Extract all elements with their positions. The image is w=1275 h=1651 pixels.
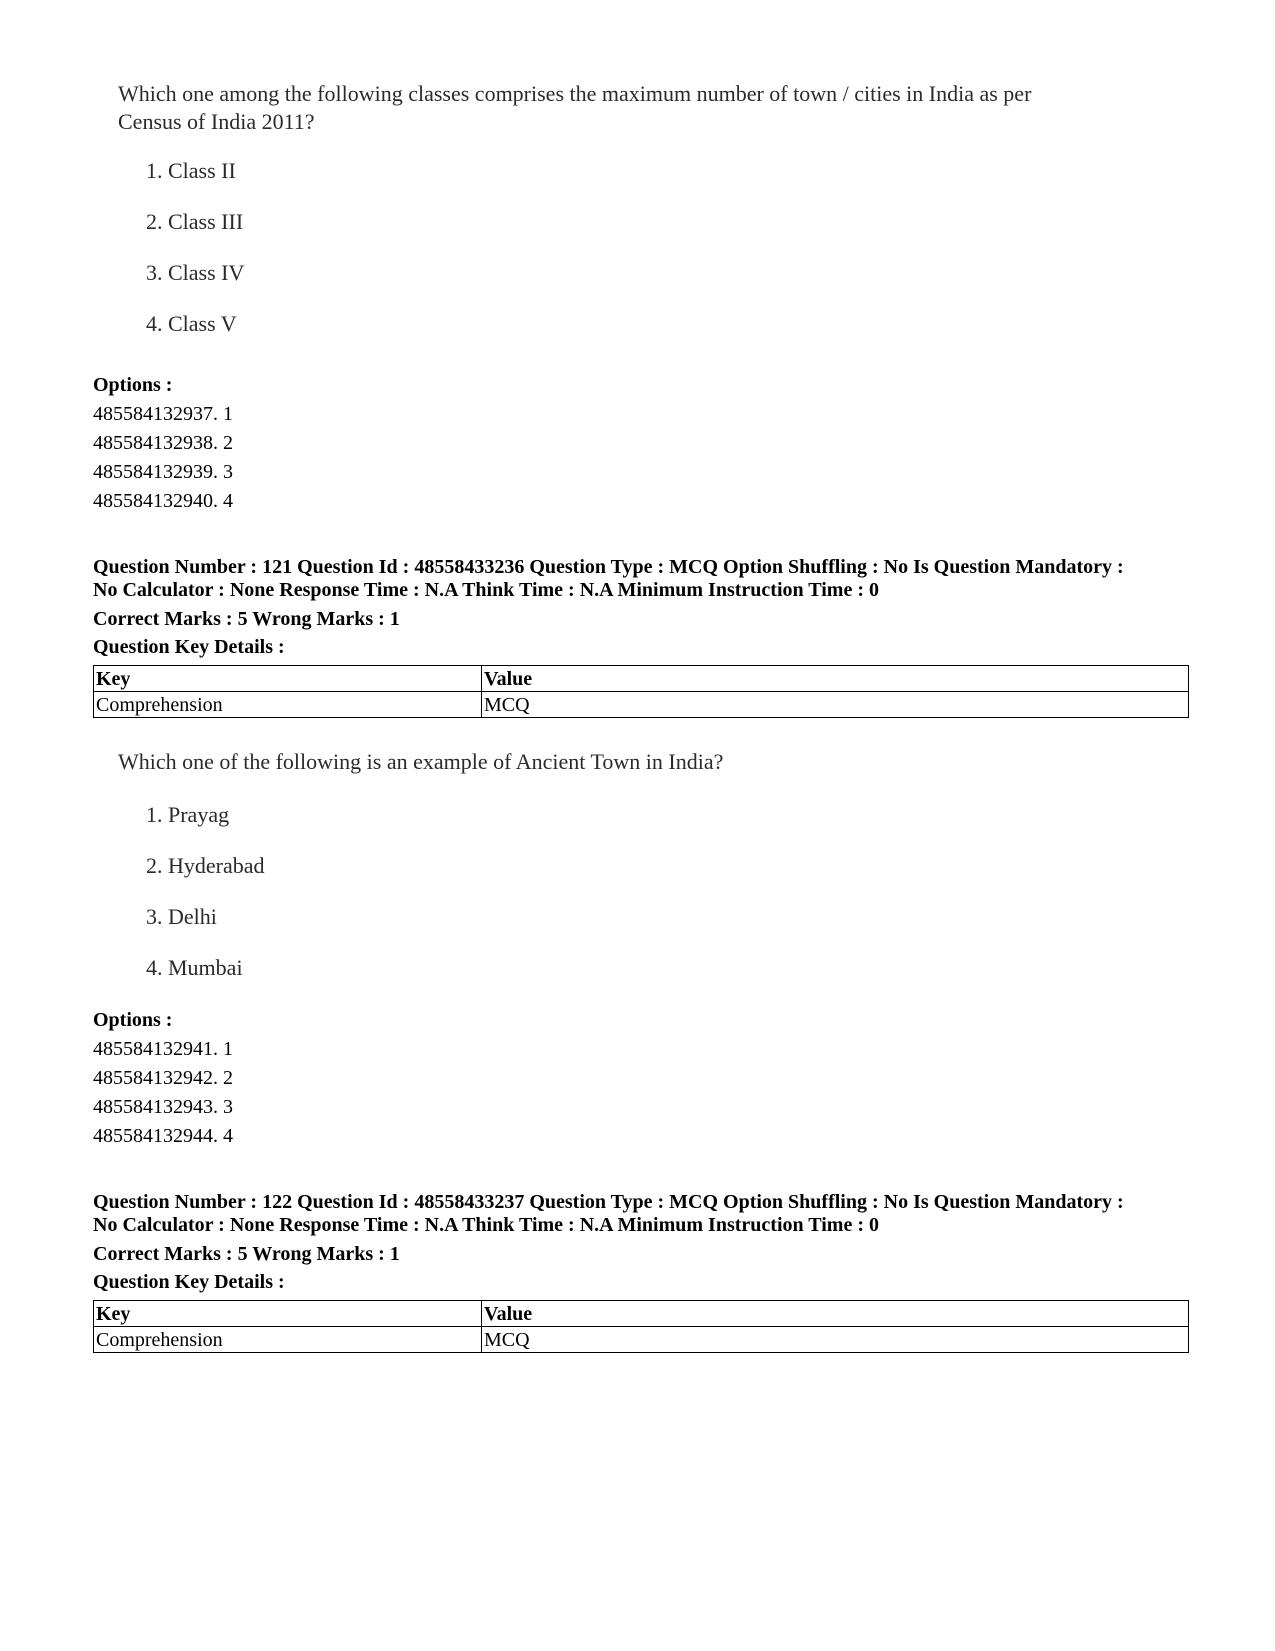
table-cell-value: MCQ xyxy=(482,692,1189,718)
option-item: 485584132938. 2 xyxy=(93,432,233,454)
options-label: Options : xyxy=(93,1009,173,1031)
question-text: Which one of the following is an example of Ancient Town in India? xyxy=(118,749,724,774)
table-header-row xyxy=(94,1301,1189,1327)
table-header-value: Value xyxy=(482,666,1189,692)
table-row xyxy=(94,692,1189,718)
question-text xyxy=(118,80,1118,136)
choice-2: 2. Class III xyxy=(146,209,244,234)
meta-line-2: No Calculator : None Response Time : N.A Think Time : N.A Minimum Instruction Time : 0 xyxy=(93,1214,879,1236)
choice-2: 2. Hyderabad xyxy=(146,853,265,878)
marks-line: Correct Marks : 5 Wrong Marks : 1 xyxy=(93,1243,400,1265)
choice-3: 3. Class IV xyxy=(146,260,245,285)
key-details-label: Question Key Details : xyxy=(93,636,285,658)
choice-4: 4. Class V xyxy=(146,311,237,336)
option-item: 485584132939. 3 xyxy=(93,461,233,483)
key-value-table-122 xyxy=(93,1300,1189,1353)
options-block-121 xyxy=(93,1006,233,1151)
table-cell-key: Comprehension xyxy=(94,1327,482,1353)
meta-line-1: Question Number : 121 Question Id : 48558433236 Question Type : MCQ Option Shuffling : No Is Question Mandatory : xyxy=(93,556,1124,578)
option-item: 485584132942. 2 xyxy=(93,1067,233,1089)
table-header-row xyxy=(94,666,1189,692)
option-item: 485584132940. 4 xyxy=(93,490,233,512)
table-row xyxy=(94,1327,1189,1353)
choice-4: 4. Mumbai xyxy=(146,955,243,980)
question-text-line-1: Which one among the following classes comprises the maximum number of town / cities in India as per xyxy=(118,81,1032,106)
option-item: 485584132941. 1 xyxy=(93,1038,233,1060)
choice-1: 1. Prayag xyxy=(146,802,230,827)
meta-line-1: Question Number : 122 Question Id : 48558433237 Question Type : MCQ Option Shuffling : No Is Question Mandatory : xyxy=(93,1191,1124,1213)
key-value-table-121 xyxy=(93,665,1189,718)
question-image-1 xyxy=(118,80,1118,350)
question-meta-122 xyxy=(93,1191,1193,1294)
table-header-key: Key xyxy=(94,666,482,692)
question-image-121 xyxy=(118,748,1118,998)
table-header-key: Key xyxy=(94,1301,482,1327)
question-meta-121 xyxy=(93,556,1193,659)
options-block-1 xyxy=(93,371,233,516)
option-item: 485584132944. 4 xyxy=(93,1125,233,1147)
question-text-line-2: Census of India 2011? xyxy=(118,109,315,134)
table-cell-value: MCQ xyxy=(482,1327,1189,1353)
marks-line: Correct Marks : 5 Wrong Marks : 1 xyxy=(93,608,400,630)
choice-3: 3. Delhi xyxy=(146,904,217,929)
meta-line-2: No Calculator : None Response Time : N.A Think Time : N.A Minimum Instruction Time : 0 xyxy=(93,579,879,601)
option-item: 485584132937. 1 xyxy=(93,403,233,425)
table-cell-key: Comprehension xyxy=(94,692,482,718)
choice-1: 1. Class II xyxy=(146,158,236,183)
key-details-label: Question Key Details : xyxy=(93,1271,285,1293)
option-item: 485584132943. 3 xyxy=(93,1096,233,1118)
options-label: Options : xyxy=(93,374,173,396)
table-header-value: Value xyxy=(482,1301,1189,1327)
